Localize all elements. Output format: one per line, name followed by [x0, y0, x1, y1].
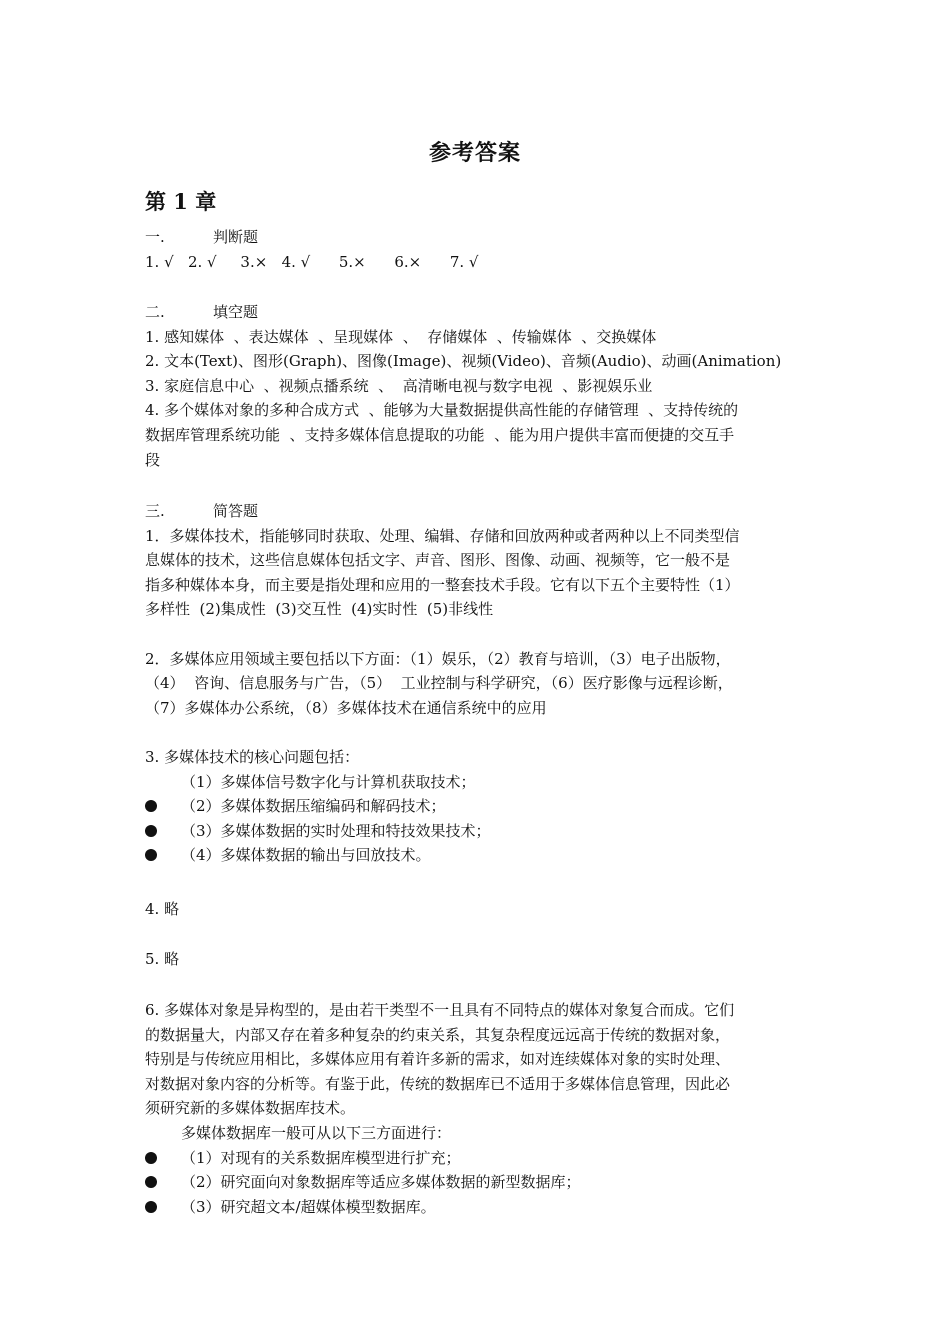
- q2-line: 2．多媒体应用领域主要包括以下方面：（1）娱乐，（2）教育与培训，（3）电子出版物，: [145, 649, 731, 668]
- judgement-answers: 1. √ 2. √ 3.× 4. √ 5.× 6.× 7. √: [145, 252, 479, 271]
- answer-line: 1. 感知媒体 、表达媒体 、呈现媒体 、 存储媒体 、传输媒体 、交换媒体: [145, 327, 657, 346]
- section-title: 填空题: [213, 303, 259, 321]
- answer-line: 段: [145, 450, 161, 469]
- q1-line: 1．多媒体技术，指能够同时获取、处理、编辑、存储和回放两种或者两种以上不同类型信: [145, 526, 740, 545]
- answer-line: 数据库管理系统功能 、支持多媒体信息提取的功能 、能为用户提供丰富而便捷的交互手: [145, 425, 735, 444]
- q4-answer: 4. 略: [145, 900, 180, 918]
- q6-bullet-item: [145, 1195, 815, 1220]
- q6-block: [145, 998, 815, 1219]
- section-heading: [145, 225, 815, 250]
- q6-line: 特别是与传统应用相比，多媒体应用有着许多新的需求，如对连续媒体对象的实时处理、: [145, 1050, 731, 1069]
- section-number: 三.: [145, 502, 165, 520]
- q3-first-item: （1）多媒体信号数字化与计算机获取技术；: [181, 772, 476, 791]
- q6-bullet-item: [145, 1146, 815, 1171]
- section-heading: [145, 499, 815, 524]
- bullet-icon: [145, 825, 157, 837]
- answer-line: 3. 家庭信息中心 、视频点播系统 、 高清晰电视与数字电视 、影视娱乐业: [145, 376, 653, 395]
- q6-line: 6. 多媒体对象是异构型的，是由若干类型不一且具有不同特点的媒体对象复合而成。它们: [145, 1001, 735, 1019]
- bullet-icon: [145, 1176, 157, 1188]
- section-short-answer: [145, 499, 815, 868]
- q6-line: 的数据量大，内部又存在着多种复杂的约束关系，其复杂程度远远高于传统的数据对象，: [145, 1025, 731, 1044]
- bullet-text: （3）研究超文本/超媒体模型数据库。: [181, 1197, 436, 1216]
- q2-line: （4） 咨询、信息服务与广告，（5） 工业控制与科学研究，（6）医疗影像与远程诊断，: [145, 674, 733, 693]
- q3-bullet-item: [145, 843, 815, 868]
- q4-block: [145, 897, 815, 922]
- q6-line: 对数据对象内容的分析等。有鉴于此，传统的数据库已不适用于多媒体信息管理，因此必: [145, 1074, 731, 1093]
- bullet-icon: [145, 1201, 157, 1213]
- page-title: 参考答案: [428, 140, 521, 166]
- answer-line: 2. 文本(Text)、图形(Graph)、图像(Image)、视频(Video)、音频(Audio)、动画(Animation): [145, 352, 782, 371]
- bullet-icon: [145, 1152, 157, 1164]
- q1-line: 多样性 (2)集成性 (3)交互性 (4)实时性 (5)非线性: [145, 600, 494, 619]
- q3-bullet-item: [145, 794, 815, 819]
- bullet-text: （1）对现有的关系数据库模型进行扩充；: [181, 1148, 461, 1167]
- q1-line: 指多种媒体本身，而主要是指处理和应用的一整套技术手段。它有以下五个主要特性（1）: [145, 575, 740, 594]
- section-number: 一.: [145, 228, 165, 246]
- q2-line: （7）多媒体办公系统，（8）多媒体技术在通信系统中的应用: [145, 698, 547, 717]
- q5-block: [145, 947, 815, 972]
- section-title: 判断题: [213, 228, 259, 246]
- bullet-text: （2）多媒体数据压缩编码和解码技术；: [181, 797, 446, 816]
- answer-line: 4. 多个媒体对象的多种合成方式 、能够为大量数据提供高性能的存储管理 、支持传统的: [145, 401, 739, 420]
- bullet-text: （3）多媒体数据的实时处理和特技效果技术；: [181, 821, 491, 840]
- section-fill-blank: [145, 300, 815, 472]
- section-number: 二.: [145, 303, 165, 321]
- q6-line: 须研究新的多媒体数据库技术。: [145, 1099, 356, 1118]
- q3-intro: 3. 多媒体技术的核心问题包括：: [145, 747, 360, 766]
- q1-line: 息媒体的技术，这些信息媒体包括文字、声音、图形、图像、动画、视频等，它一般不是: [145, 551, 731, 570]
- bullet-icon: [145, 849, 157, 861]
- section-heading: [145, 300, 815, 325]
- bullet-icon: [145, 800, 157, 812]
- bullet-text: （2）研究面向对象数据库等适应多媒体数据的新型数据库；: [181, 1173, 581, 1192]
- q3-bullet-item: [145, 819, 815, 844]
- q6-bullet-item: [145, 1170, 815, 1195]
- bullet-text: （4）多媒体数据的输出与回放技术。: [181, 846, 431, 865]
- section-judgement: [145, 225, 815, 274]
- section-title: 简答题: [213, 502, 259, 520]
- q5-answer: 5. 略: [145, 950, 180, 968]
- chapter-heading: 第 1 章: [145, 189, 217, 214]
- q6-lead: 多媒体数据库一般可从以下三方面进行：: [181, 1123, 452, 1142]
